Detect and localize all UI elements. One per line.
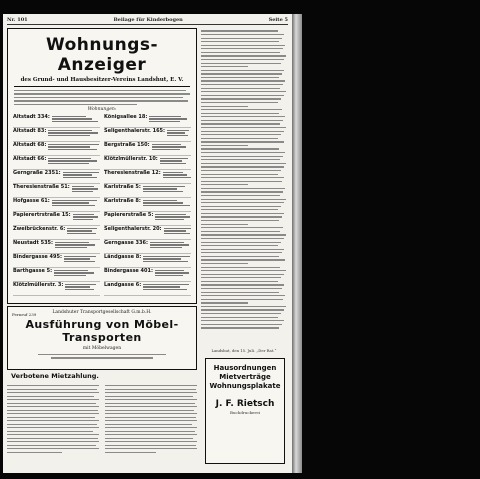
- article-title: Verbotene Mietzahlung.: [11, 372, 99, 380]
- listing-details: [73, 212, 100, 221]
- listing-street: Theresienstraße 51:: [13, 184, 70, 191]
- listing-street: Altstadt 83:: [13, 128, 47, 135]
- listing-item: [104, 268, 191, 282]
- listing-street: Klötzlmüllerstr. 10:: [104, 156, 158, 163]
- listing-details: [143, 254, 191, 263]
- listing-street: Landgasse 6:: [104, 282, 142, 289]
- listing-item: [104, 254, 191, 268]
- transport-ad: [7, 306, 197, 370]
- page-gutter: [292, 14, 302, 473]
- listing-details: [63, 170, 100, 179]
- listing-street: Altstadt 68:: [13, 142, 47, 149]
- supplement-title: Beilage für Kinderbogen: [113, 17, 183, 23]
- listing-item: [104, 198, 191, 212]
- listing-details: [150, 240, 191, 249]
- listing-street: Königsallee 18:: [104, 114, 148, 121]
- issue-number: Nr. 101: [7, 17, 28, 23]
- listing-item: [104, 240, 191, 254]
- listing-details: [164, 226, 191, 235]
- article-column-2: [105, 383, 197, 455]
- listing-item: [13, 184, 100, 198]
- listing-details: [160, 156, 191, 165]
- wohnungs-anzeiger-ad: [7, 28, 197, 304]
- listing-street: Ländgasse 8:: [104, 254, 142, 261]
- listing-street: Hofgasse 61:: [13, 198, 50, 205]
- page-header: [7, 16, 288, 25]
- listing-item: [13, 254, 100, 268]
- listing-details: [65, 282, 100, 291]
- transport-sub: mit Möbelwagen: [82, 346, 122, 351]
- listing-details: [167, 128, 191, 137]
- newspaper-page: [3, 14, 292, 473]
- listing-street: Altstadt 66:: [13, 156, 47, 163]
- article: [7, 372, 197, 473]
- listing-street: Seligenthalerstr. 165:: [104, 128, 166, 135]
- listing-item: [13, 282, 100, 296]
- listing-item: [13, 142, 100, 156]
- listing-details: [48, 142, 100, 151]
- listing-details: [54, 268, 100, 277]
- listing-street: Karlstraße 8:: [104, 198, 141, 205]
- page-number: Seite 5: [268, 17, 288, 23]
- listing-item: [13, 226, 100, 240]
- listing-item: [104, 170, 191, 184]
- listing-item: [13, 212, 100, 226]
- signature: Landshut, den 15. Juli. „Der Rat.“: [211, 348, 277, 353]
- listing-item: [13, 198, 100, 212]
- listing-item: [13, 170, 100, 184]
- transport-footer: [8, 354, 196, 359]
- listing-details: [48, 156, 100, 165]
- listing-item: [13, 268, 100, 282]
- transport-company: Landshuter Transportgesellschaft G.m.b.H.: [52, 310, 152, 315]
- listing-details: [55, 240, 100, 249]
- ho-printer-name: J. F. Rietsch: [215, 399, 275, 409]
- listing-street: Papierertrstraße 15:: [13, 212, 71, 219]
- phone-number: Fernruf 239: [12, 312, 37, 317]
- listing-street: Klötzlmüllerstr. 3:: [13, 282, 64, 289]
- listing-item: [13, 156, 100, 170]
- listing-details: [152, 142, 191, 151]
- listing-street: Bergstraße 150:: [104, 142, 150, 149]
- listing-details: [143, 184, 191, 193]
- ho-printer-type: Buchdruckerei: [230, 410, 260, 415]
- ho-title-1: Hausordnungen: [213, 364, 277, 372]
- listing-item: [104, 156, 191, 170]
- ho-title-3: Wohnungsplakate: [209, 382, 281, 390]
- listing-street: Altstadt 334:: [13, 114, 50, 121]
- listing-details: [72, 184, 100, 193]
- listing-street: Neustadt 535:: [13, 240, 54, 247]
- listing-details: [149, 114, 191, 123]
- listing-details: [52, 198, 100, 207]
- listing-item: [104, 142, 191, 156]
- transport-headline: Ausführung von Möbel-Transporten: [25, 318, 179, 344]
- anzeiger-intro: [14, 90, 190, 105]
- right-column: [201, 28, 287, 468]
- listing-details: [67, 226, 100, 235]
- listing-details: [52, 114, 100, 123]
- listing-details: [163, 170, 191, 179]
- listing-details: [64, 254, 100, 263]
- listing-street: Zweibrückenstr. 6:: [13, 226, 66, 233]
- right-column-text: [201, 30, 287, 328]
- listings-grid: [8, 114, 196, 296]
- listing-street: Barthgasse 5:: [13, 268, 53, 275]
- listing-item: [13, 128, 100, 142]
- listing-details: [143, 198, 191, 207]
- listing-street: Gerngasse 336:: [104, 240, 148, 247]
- listing-street: Bindergasse 495:: [13, 254, 62, 261]
- listing-street: Papiererstraße 5:: [104, 212, 154, 219]
- listing-item: [13, 114, 100, 128]
- listing-item: [104, 128, 191, 142]
- listing-street: Seligenthalerstr. 20:: [104, 226, 162, 233]
- listing-details: [155, 268, 191, 277]
- listing-item: [104, 184, 191, 198]
- left-column: [7, 28, 199, 430]
- listing-details: [155, 212, 191, 221]
- ho-title-2: Mietverträge: [219, 373, 271, 381]
- listing-item: [104, 212, 191, 226]
- listing-item: [104, 114, 191, 128]
- article-column-1: [7, 383, 99, 455]
- listing-street: Bindergasse 401:: [104, 268, 153, 275]
- anzeiger-subtitle: des Grund- und Hausbesitzer-Vereins Landshut, E. V.: [14, 77, 190, 87]
- listing-item: [104, 282, 191, 296]
- listing-details: [143, 282, 191, 291]
- listing-street: Theresienstraße 12:: [104, 170, 161, 177]
- listing-details: [48, 128, 100, 137]
- listing-item: [13, 240, 100, 254]
- listing-street: Karlstraße 5:: [104, 184, 141, 191]
- anzeiger-title: Wohnungs-Anzeiger: [45, 35, 159, 75]
- hausordnung-ad: [205, 358, 285, 464]
- listing-item: [104, 226, 191, 240]
- section-title: Wohnungen:: [87, 107, 117, 113]
- listing-street: Gerngraße 2351:: [13, 170, 61, 177]
